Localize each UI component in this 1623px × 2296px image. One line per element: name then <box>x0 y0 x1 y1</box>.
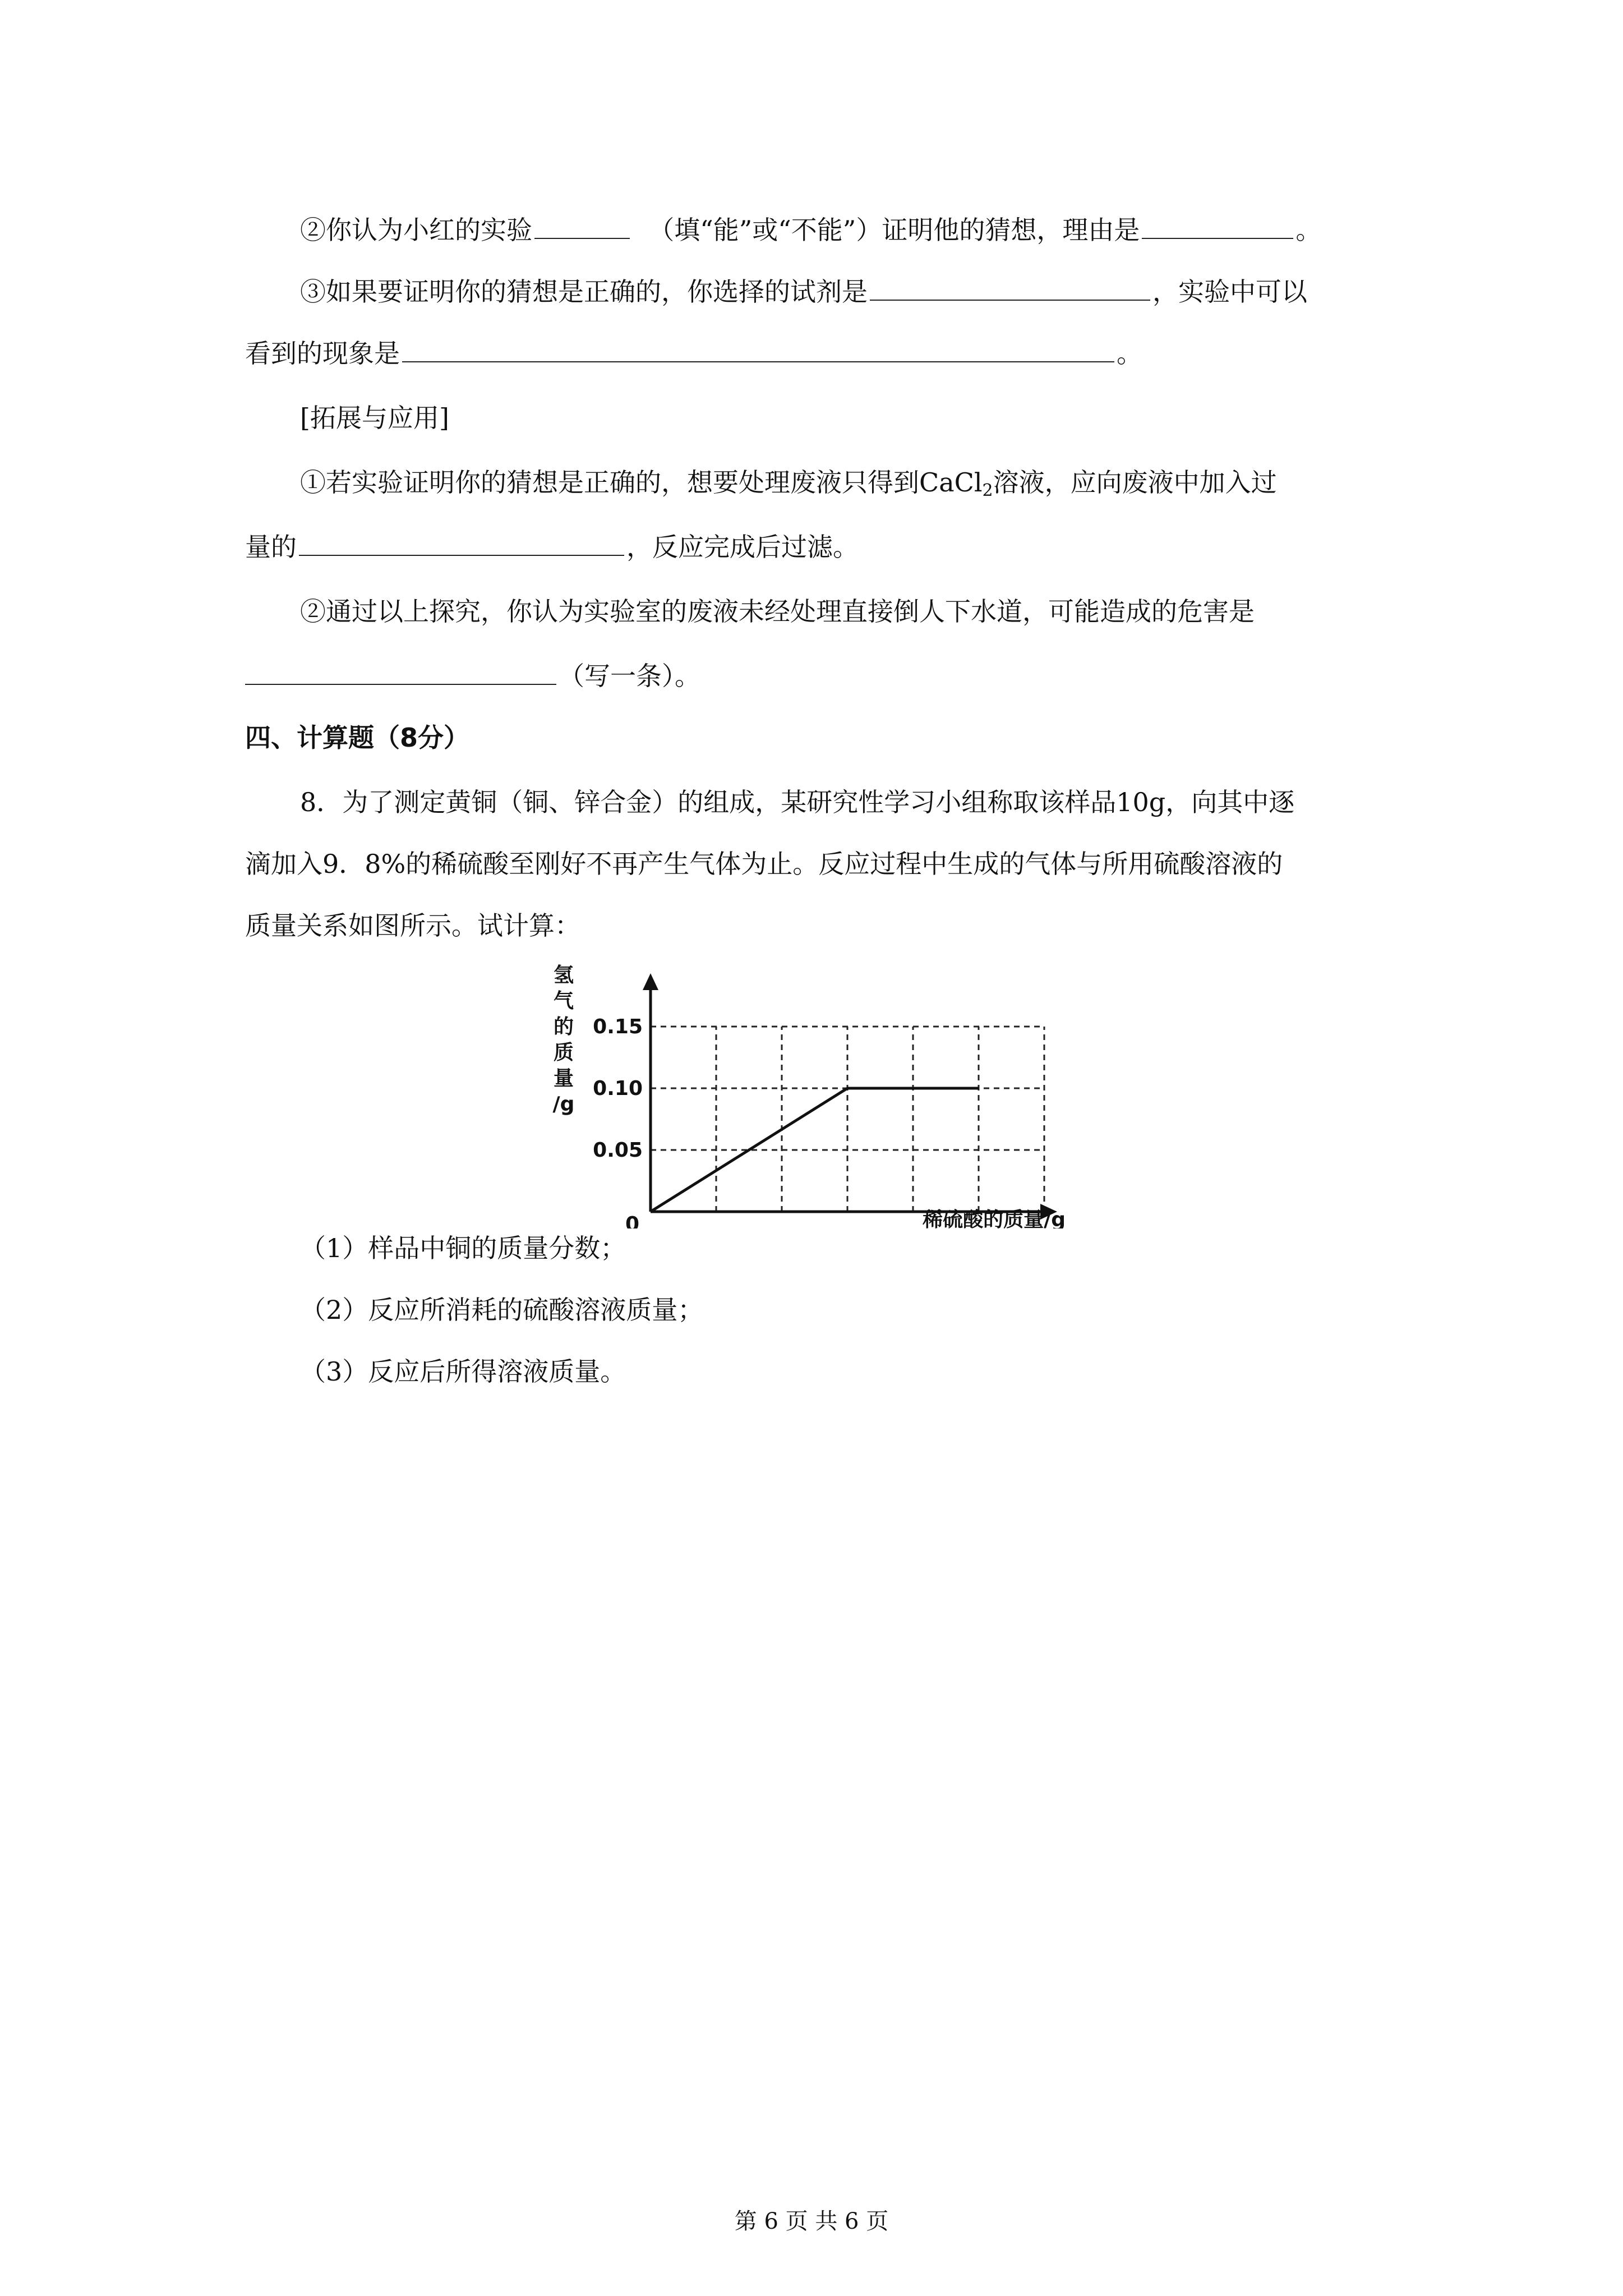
extension-item1-line1 <box>300 466 1500 499</box>
question-2: （2）反应所消耗的硫酸溶液质量； <box>300 1295 704 1325</box>
y-tick-label: 0.10 <box>593 1077 643 1100</box>
chart-tick-labels <box>593 1015 643 1162</box>
extension-item1-line2 <box>245 530 1445 564</box>
q3-text-d: 。 <box>1117 338 1142 369</box>
y-tick-label: 0.15 <box>593 1015 643 1038</box>
page-footer: 第 6 页 共 6 页 <box>734 2208 889 2234</box>
question-3: （3）反应后所得溶液质量。 <box>300 1356 626 1387</box>
chart-axes <box>643 973 1057 1220</box>
y-axis-label-char: 量 <box>553 1067 574 1090</box>
y-axis-label-char: /g <box>552 1093 575 1116</box>
problem8-line1: 8．为了测定黄铜（铜、锌合金）的组成，某研究性学习小组称取该样品10g，向其中逐 <box>300 787 1295 817</box>
q3-text-a: ③如果要证明你的猜想是正确的，你选择的试剂是 <box>300 277 868 307</box>
q3-line-2 <box>245 337 1445 370</box>
extension-item2-blank[interactable] <box>245 661 556 685</box>
chart-svg <box>527 959 1077 1228</box>
extension-item2-text: （写一条）。 <box>559 661 700 691</box>
extension-item1-text-a: ①若实验证明你的猜想是正确的，想要处理废液只得到CaCl <box>300 467 983 498</box>
section4-heading: 四、计算题（8分） <box>245 723 470 753</box>
extension-item1-text-d: ，反应完成后过滤。 <box>626 532 859 562</box>
q3-text-b: ，实验中可以 <box>1152 277 1307 307</box>
y-axis-label-char: 气 <box>553 990 574 1013</box>
y-axis-arrow <box>643 973 658 990</box>
y-axis-label <box>553 964 575 1116</box>
extension-item2-line2 <box>245 659 1445 693</box>
question-1: （1）样品中铜的质量分数； <box>300 1233 626 1263</box>
extension-item1-text-b: 溶液，应向废液中加入过 <box>993 467 1277 498</box>
q2-text-a: ②你认为小红的实验 <box>300 215 532 245</box>
x-axis-label: 稀硫酸的质量/g <box>923 1208 1066 1228</box>
y-axis-label-char: 质 <box>553 1041 574 1064</box>
q2-text-c: 。 <box>1295 215 1322 245</box>
hydrogen-mass-chart <box>527 959 1077 1228</box>
y-tick-label: 0.05 <box>593 1139 643 1162</box>
q3-reagent-blank[interactable] <box>870 277 1150 301</box>
extension-item1-blank[interactable] <box>299 532 624 556</box>
extension-title: [拓展与应用] <box>300 403 449 433</box>
chart-grid <box>651 1027 1044 1212</box>
q3-phenomenon-blank[interactable] <box>402 339 1114 362</box>
q3-text-c: 看到的现象是 <box>245 338 400 369</box>
y-axis-label-char: 的 <box>553 1015 574 1038</box>
q2-answer-blank-1[interactable] <box>534 215 630 239</box>
problem8-line2: 滴加入9．8%的稀硫酸至刚好不再产生气体为止。反应过程中生成的气体与所用硫酸溶液的 <box>245 849 1283 879</box>
q2-line <box>300 213 1500 247</box>
q2-answer-blank-2[interactable] <box>1142 215 1293 239</box>
origin-label: 0 <box>625 1213 639 1228</box>
cacl2-subscript: 2 <box>982 481 993 500</box>
extension-item2-line1: ②通过以上探究，你认为实验室的废液未经处理直接倒人下水道，可能造成的危害是 <box>300 596 1255 627</box>
y-axis-label-char: 氢 <box>553 964 574 987</box>
q3-line-1 <box>300 275 1500 309</box>
extension-item1-text-c: 量的 <box>245 532 297 562</box>
q2-text-b: （填“能”或“不能”）证明他的猜想，理由是 <box>648 215 1140 245</box>
problem8-line3: 质量关系如图所示。试计算： <box>245 910 580 941</box>
